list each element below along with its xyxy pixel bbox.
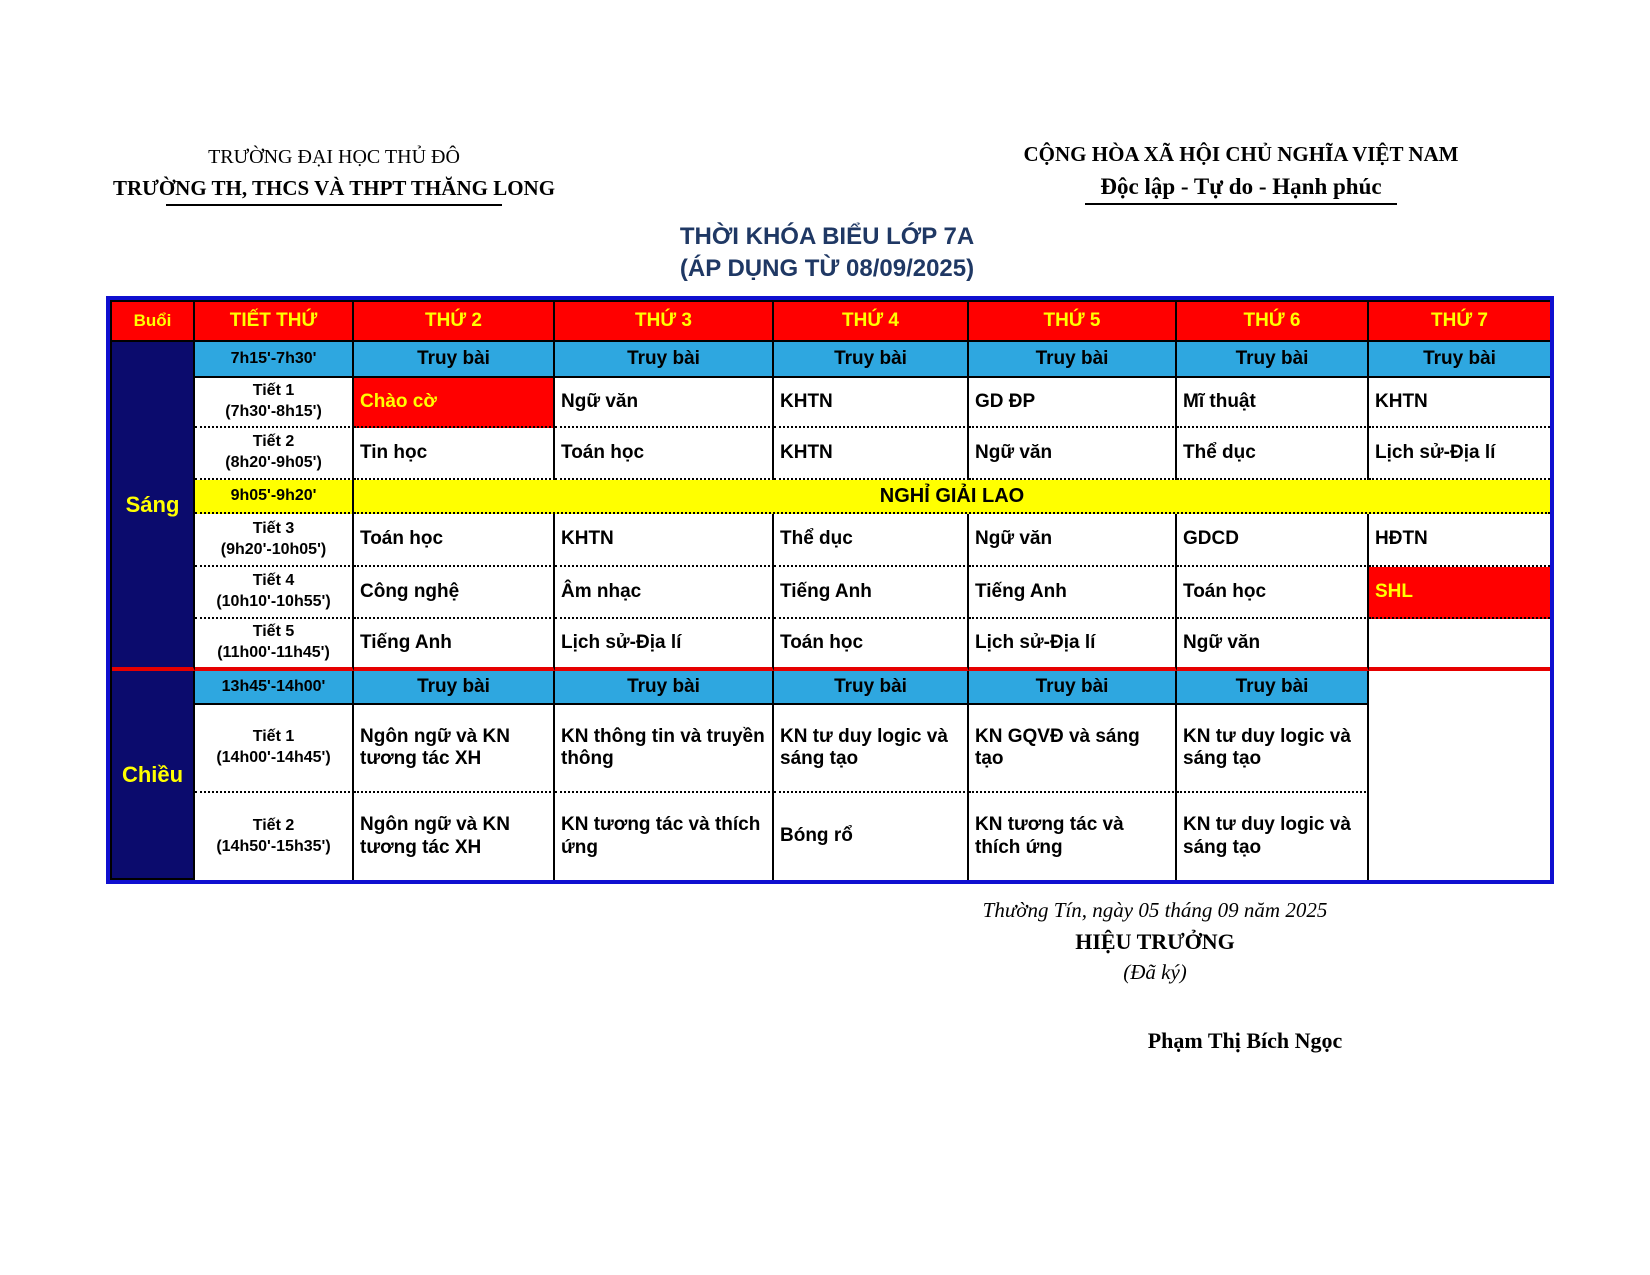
subject-cell: Toán học bbox=[1177, 567, 1369, 619]
timetable-frame bbox=[106, 296, 1554, 884]
school-underline bbox=[166, 204, 502, 206]
col-header-thu-6: THỨ 6 bbox=[1177, 302, 1369, 342]
footer-signer-name: Phạm Thị Bích Ngọc bbox=[1147, 1028, 1343, 1053]
subject-cell: KHTN bbox=[555, 514, 774, 567]
period-time: (7h30'-8h15') bbox=[225, 403, 322, 420]
subject-cell: KN thông tin và truyền thông bbox=[555, 705, 774, 793]
timetable-subtitle: (ÁP DỤNG TỪ 08/09/2025) bbox=[679, 255, 975, 282]
period-cell bbox=[195, 705, 354, 793]
col-header-thu-7: THỨ 7 bbox=[1369, 302, 1550, 342]
morning-period-row bbox=[112, 567, 1550, 619]
subject-cell: KN tư duy logic và sáng tạo bbox=[774, 705, 969, 793]
subject-cell: Toán học bbox=[555, 428, 774, 480]
review-cell: Truy bài bbox=[774, 342, 969, 378]
period-name: Tiết 2 bbox=[252, 433, 295, 451]
subject-cell: KHTN bbox=[774, 378, 969, 428]
period-cell bbox=[195, 428, 354, 480]
subject-cell: Mĩ thuật bbox=[1177, 378, 1369, 428]
subject-cell: Âm nhạc bbox=[555, 567, 774, 619]
period-name: Tiết 1 bbox=[252, 728, 295, 746]
review-cell: Truy bài bbox=[1177, 342, 1369, 378]
motto-line1: CỘNG HÒA XÃ HỘI CHỦ NGHĨA VIỆT NAM bbox=[1023, 142, 1459, 166]
morning-review-row bbox=[112, 342, 1550, 378]
subject-cell: Toán học bbox=[774, 619, 969, 671]
col-header-thu-4: THỨ 4 bbox=[774, 302, 969, 342]
period-time: (14h50'-15h35') bbox=[216, 837, 331, 855]
break-time-cell: 9h05'-9h20' bbox=[195, 480, 354, 514]
subject-cell: Ngữ văn bbox=[555, 378, 774, 428]
subject-cell: Ngôn ngữ và KN tương tác XH bbox=[354, 793, 555, 880]
time-cell: 7h15'-7h30' bbox=[195, 342, 354, 378]
period-cell bbox=[195, 793, 354, 880]
footer-place-date: Thường Tín, ngày 05 tháng 09 năm 2025 bbox=[982, 898, 1328, 922]
subject-cell: Tiếng Anh bbox=[969, 567, 1177, 619]
subject-cell: HĐTN bbox=[1369, 514, 1550, 567]
subject-cell: KHTN bbox=[774, 428, 969, 480]
break-label-cell: NGHỈ GIẢI LAO bbox=[354, 480, 1550, 514]
period-time: (11h00'-11h45') bbox=[217, 644, 330, 661]
subject-cell: KN tư duy logic và sáng tạo bbox=[1177, 705, 1369, 793]
subject-cell: KHTN bbox=[1369, 378, 1550, 428]
subject-cell: KN tương tác và thích ứng bbox=[969, 793, 1177, 880]
subject-cell: Thể dục bbox=[774, 514, 969, 567]
subject-cell: Lịch sử-Địa lí bbox=[969, 619, 1177, 671]
period-name: Tiết 5 bbox=[252, 623, 295, 641]
review-cell: Truy bài bbox=[354, 342, 555, 378]
subject-cell: Ngữ văn bbox=[969, 514, 1177, 567]
col-header-thu-2: THỨ 2 bbox=[354, 302, 555, 342]
subject-cell: Bóng rổ bbox=[774, 793, 969, 880]
period-cell bbox=[195, 514, 354, 567]
motto-block bbox=[958, 142, 1524, 205]
review-cell: Truy bài bbox=[555, 342, 774, 378]
col-header-thu-3: THỨ 3 bbox=[555, 302, 774, 342]
afternoon-period-row bbox=[112, 793, 1550, 880]
subject-cell: Ngữ văn bbox=[1177, 619, 1369, 671]
col-header-thu-5: THỨ 5 bbox=[969, 302, 1177, 342]
subject-cell: Ngữ văn bbox=[969, 428, 1177, 480]
period-name: Tiết 1 bbox=[252, 382, 295, 400]
period-time: (10h10'-10h55') bbox=[216, 593, 331, 610]
footer-signer-title: HIỆU TRƯỞNG bbox=[1075, 929, 1235, 954]
motto-underline bbox=[1085, 203, 1397, 205]
subject-cell: Tin học bbox=[354, 428, 555, 480]
subject-cell: GD ĐP bbox=[969, 378, 1177, 428]
school-block bbox=[108, 146, 560, 206]
period-time: (9h20'-10h05') bbox=[220, 540, 327, 558]
session-label-afternoon: Chiều bbox=[112, 671, 195, 880]
col-header-period: TIẾT THỨ bbox=[195, 302, 354, 342]
review-cell: Truy bài bbox=[1177, 671, 1369, 705]
subject-cell: Lịch sử-Địa lí bbox=[1369, 428, 1550, 480]
period-time: (14h00'-14h45') bbox=[216, 749, 331, 766]
signature-block bbox=[905, 898, 1405, 985]
header-row bbox=[112, 302, 1550, 342]
school-parent-name: TRƯỜNG ĐẠI HỌC THỦ ĐÔ bbox=[208, 146, 460, 168]
review-cell: Truy bài bbox=[555, 671, 774, 705]
timetable-title-block bbox=[106, 223, 1548, 283]
flag-ceremony-cell: Chào cờ bbox=[354, 378, 555, 428]
subject-cell: Công nghệ bbox=[354, 567, 555, 619]
review-cell: Truy bài bbox=[354, 671, 555, 705]
period-name: Tiết 3 bbox=[252, 519, 295, 537]
class-meeting-cell: SHL bbox=[1369, 567, 1550, 619]
session-label-morning: Sáng bbox=[112, 342, 195, 671]
subject-cell: Lịch sử-Địa lí bbox=[555, 619, 774, 671]
col-header-session: Buổi bbox=[112, 302, 195, 342]
period-name: Tiết 4 bbox=[252, 572, 295, 590]
review-cell: Truy bài bbox=[1369, 342, 1550, 378]
morning-period-row bbox=[112, 514, 1550, 567]
timetable-title: THỜI KHÓA BIỂU LỚP 7A bbox=[679, 223, 975, 250]
morning-period-row bbox=[112, 378, 1550, 428]
subject-cell: KN tương tác và thích ứng bbox=[555, 793, 774, 880]
afternoon-period-row bbox=[112, 705, 1550, 793]
subject-cell: Tiếng Anh bbox=[774, 567, 969, 619]
subject-cell: Thể dục bbox=[1177, 428, 1369, 480]
period-name: Tiết 2 bbox=[252, 816, 295, 834]
timetable-table bbox=[110, 300, 1550, 880]
period-time: (8h20'-9h05') bbox=[225, 454, 322, 471]
subject-cell: KN GQVĐ và sáng tạo bbox=[969, 705, 1177, 793]
footer-signed-note: (Đã ký) bbox=[1123, 960, 1187, 984]
subject-cell: Toán học bbox=[354, 514, 555, 567]
review-cell: Truy bài bbox=[969, 342, 1177, 378]
review-cell: Truy bài bbox=[969, 671, 1177, 705]
empty-afternoon-cell bbox=[1369, 671, 1550, 880]
subject-cell: GDCD bbox=[1177, 514, 1369, 567]
subject-cell: KN tư duy logic và sáng tạo bbox=[1177, 793, 1369, 880]
subject-cell: Ngôn ngữ và KN tương tác XH bbox=[354, 705, 555, 793]
period-cell bbox=[195, 567, 354, 619]
empty-cell bbox=[1369, 619, 1550, 671]
motto-line2: Độc lập - Tự do - Hạnh phúc bbox=[1100, 174, 1382, 199]
morning-period-row bbox=[112, 619, 1550, 671]
break-row bbox=[112, 480, 1550, 514]
review-cell: Truy bài bbox=[774, 671, 969, 705]
period-cell bbox=[195, 619, 354, 671]
period-cell bbox=[195, 378, 354, 428]
time-cell: 13h45'-14h00' bbox=[195, 671, 354, 705]
subject-cell: Tiếng Anh bbox=[354, 619, 555, 671]
afternoon-review-row bbox=[112, 671, 1550, 705]
school-name: TRƯỜNG TH, THCS VÀ THPT THĂNG LONG bbox=[112, 176, 556, 200]
morning-period-row bbox=[112, 428, 1550, 480]
